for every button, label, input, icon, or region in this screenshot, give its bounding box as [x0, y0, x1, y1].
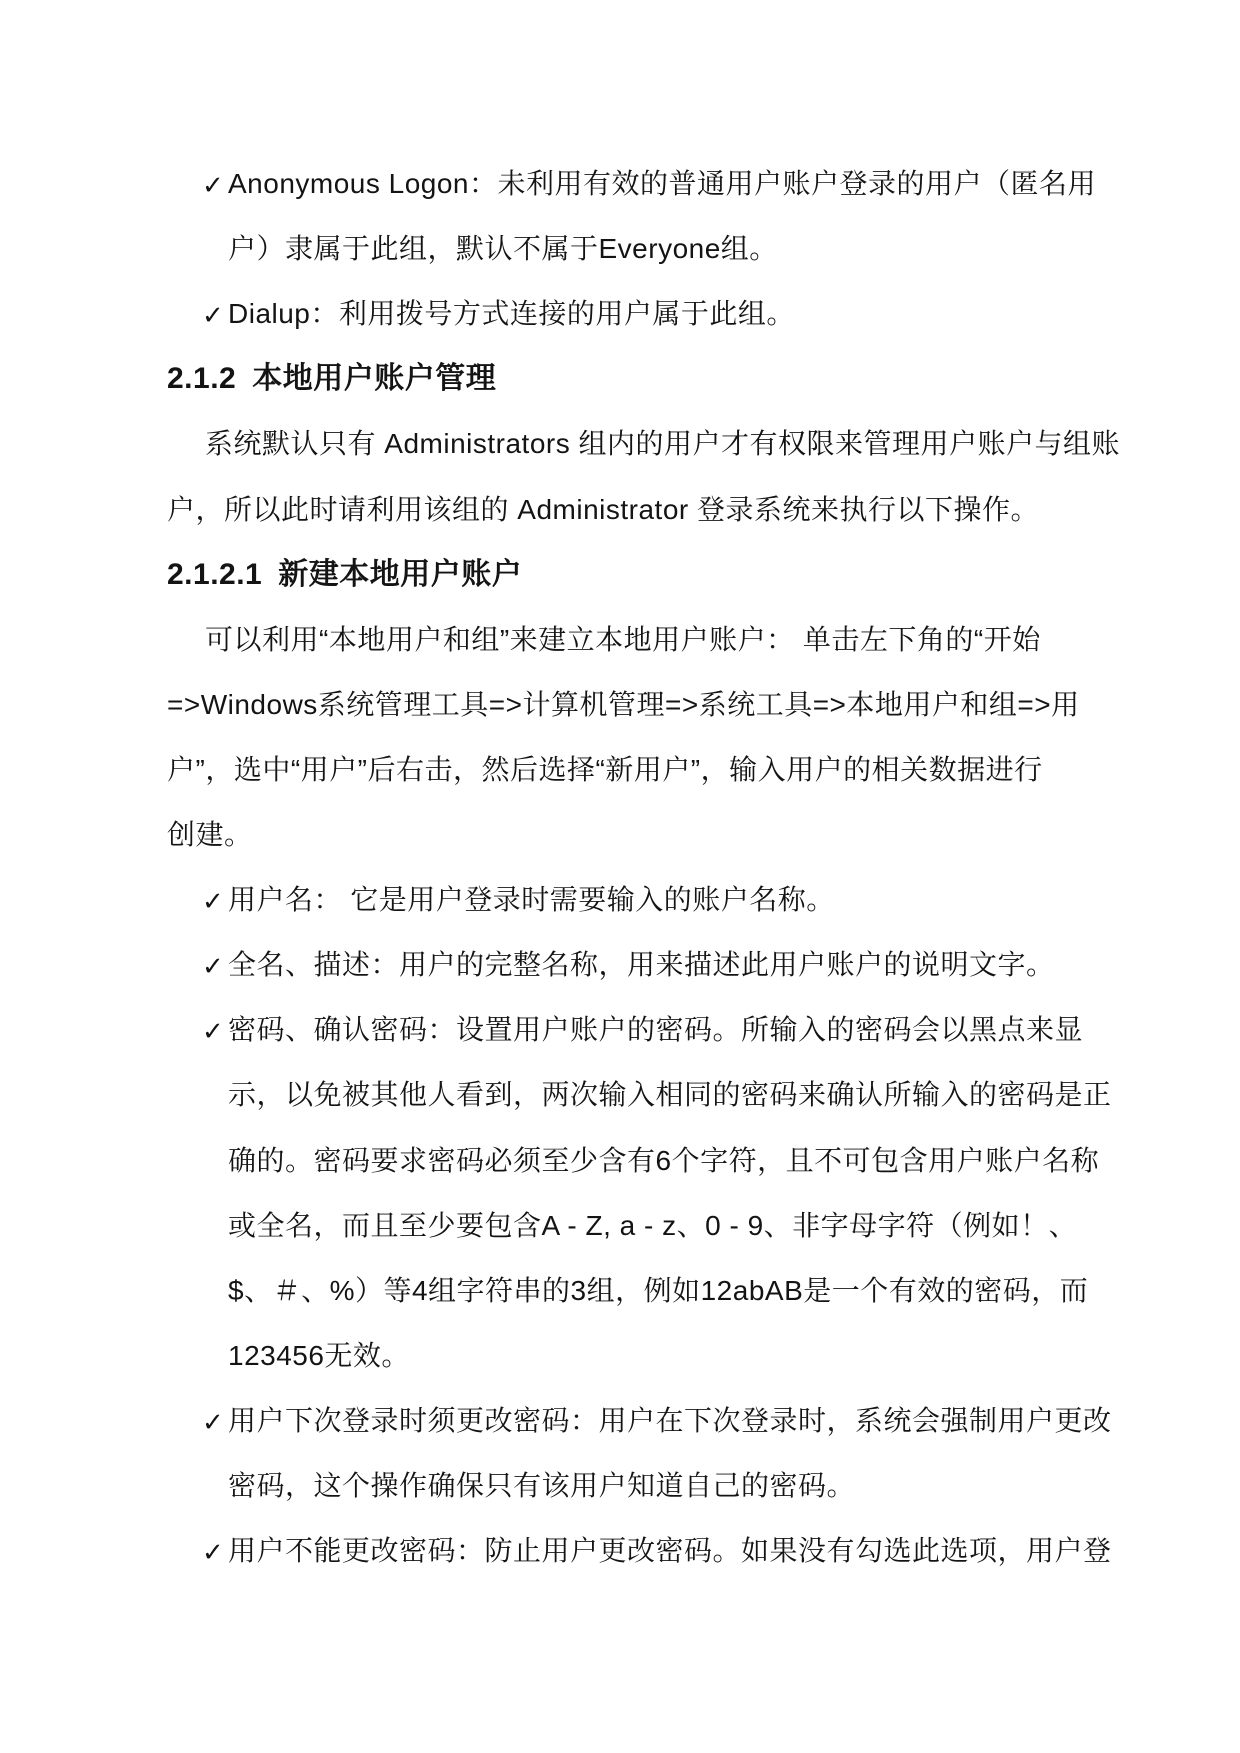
checkmark-icon: ✓ — [202, 1407, 225, 1437]
text-line — [167, 361, 496, 397]
text-line — [202, 296, 795, 333]
text-line — [167, 492, 1039, 528]
line-text: 用户下次登录时须更改密码：用户在下次登录时，系统会强制用户更改 — [228, 1405, 1112, 1436]
text-line — [205, 622, 1041, 658]
line-text: 新建本地用户账户 — [278, 558, 523, 591]
line-text: 确的。密码要求密码必须至少含有6个字符，且不可包含用户账户名称 — [228, 1145, 1100, 1176]
line-text: 系统默认只有 Administrators 组内的用户才有权限来管理用户账户与组账 — [205, 428, 1120, 459]
text-line — [167, 752, 1043, 788]
line-text: Dialup：利用拨号方式连接的用户属于此组。 — [228, 298, 795, 329]
text-line — [228, 1077, 1112, 1113]
line-text: 创建。 — [167, 819, 253, 850]
line-text: 户，所以此时请利用该组的 Administrator 登录系统来执行以下操作。 — [167, 494, 1039, 525]
line-text: =>Windows系统管理工具=>计算机管理=>系统工具=>本地用户和组=>用 — [167, 689, 1080, 720]
text-line — [202, 947, 1055, 984]
checkmark-icon: ✓ — [202, 951, 225, 981]
text-line — [228, 1273, 1088, 1309]
text-line — [167, 817, 253, 853]
text-line — [205, 426, 1120, 462]
text-line — [202, 1012, 1083, 1049]
text-line — [228, 1338, 410, 1374]
checkmark-icon: ✓ — [202, 886, 225, 916]
checkmark-icon: ✓ — [202, 1016, 225, 1046]
line-text: 户”，选中“用户”后右击，然后选择“新用户”，输入用户的相关数据进行 — [167, 754, 1043, 785]
text-line — [202, 1533, 1112, 1570]
line-text: Anonymous Logon：未利用有效的普通用户账户登录的用户（匿名用 — [228, 168, 1097, 199]
line-text: 密码、确认密码：设置用户账户的密码。所输入的密码会以黑点来显 — [228, 1014, 1084, 1045]
line-text: 用户名： 它是用户登录时需要输入的账户名称。 — [228, 884, 835, 915]
line-text: 可以利用“本地用户和组”来建立本地用户账户： 单击左下角的“开始 — [205, 624, 1041, 655]
line-text: 本地用户账户管理 — [252, 362, 497, 395]
text-line — [228, 231, 778, 267]
text-line — [228, 1143, 1099, 1179]
line-text: 或全名，而且至少要包含A - Z, a - z、0 - 9、非字母字符（例如！、 — [228, 1210, 1078, 1241]
checkmark-icon: ✓ — [202, 170, 225, 200]
line-text: 户）隶属于此组，默认不属于Everyone组。 — [228, 233, 778, 264]
text-line — [202, 882, 835, 919]
checkmark-icon: ✓ — [202, 1537, 225, 1567]
text-line — [228, 1208, 1077, 1244]
line-text: 全名、描述：用户的完整名称，用来描述此用户账户的说明文字。 — [228, 949, 1055, 980]
text-line — [228, 1468, 855, 1504]
heading-number: 2.1.2 — [167, 362, 237, 395]
text-line — [202, 166, 1096, 203]
text-line — [167, 557, 522, 593]
heading-number: 2.1.2.1 — [167, 558, 263, 591]
line-text: $、＃、%）等4组字符串的3组，例如12abAB是一个有效的密码，而 — [228, 1275, 1089, 1306]
line-text: 密码，这个操作确保只有该用户知道自己的密码。 — [228, 1470, 856, 1501]
text-line — [202, 1403, 1112, 1440]
line-text: 示，以免被其他人看到，两次输入相同的密码来确认所输入的密码是正 — [228, 1079, 1112, 1110]
line-text: 123456无效。 — [228, 1340, 410, 1371]
line-text: 用户不能更改密码：防止用户更改密码。如果没有勾选此选项，用户登 — [228, 1535, 1112, 1566]
text-line — [167, 687, 1080, 723]
checkmark-icon: ✓ — [202, 300, 225, 330]
